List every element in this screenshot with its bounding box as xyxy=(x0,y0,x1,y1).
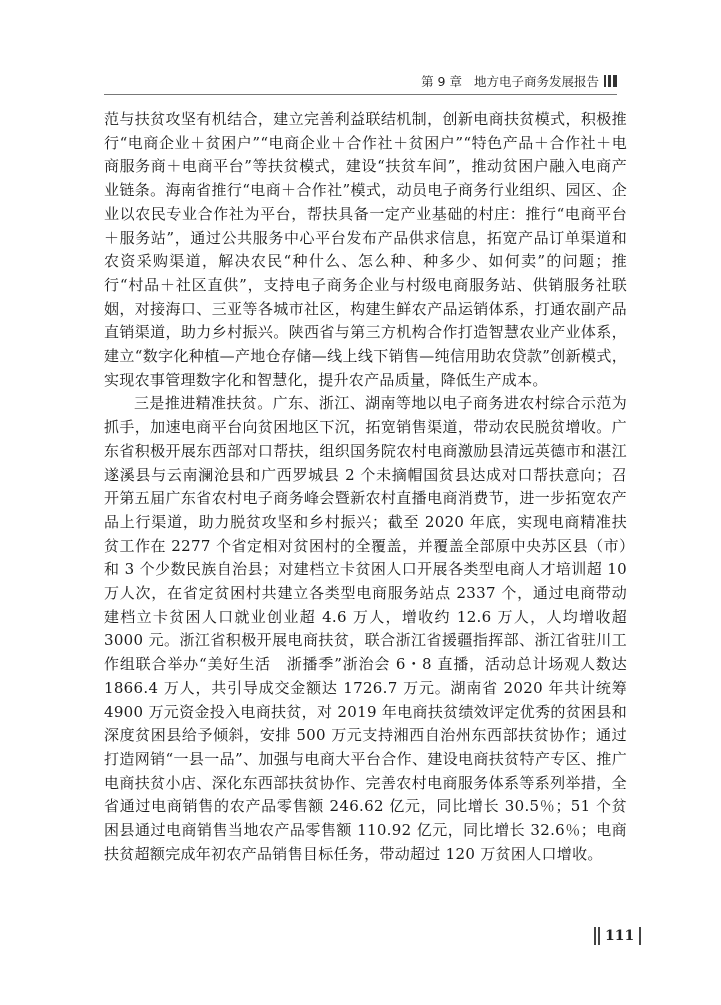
chapter-label: 第 9 章 xyxy=(421,74,462,89)
header-decoration-bars xyxy=(604,75,617,87)
page-number: 111 xyxy=(605,928,635,944)
footer-decoration-bars-right xyxy=(639,927,641,945)
running-header xyxy=(421,71,617,91)
page-footer xyxy=(594,925,641,947)
chapter-title: 地方电子商务发展报告 xyxy=(473,74,599,89)
header-rule xyxy=(104,94,617,95)
page-body xyxy=(104,108,627,867)
footer-decoration-bars-left xyxy=(594,927,600,945)
body-paragraph: 三是推进精准扶贫。广东、浙江、湖南等地以电子商务进农村综合示范为抓手，加速电商平台向贫困地区下沉，拓宽销售渠道，带动农民脱贫增收。广东省积极开展东西部对口帮扶，组织国务院农村电商激励县清远英德市和湛江遂溪县与云南澜沧县和广西罗城县 2 个未摘帽国贫县达成对口帮扶意向；召开第五届广东省农村电子商务峰会暨新农村直播电商消费节，进一步拓宽农产品上行渠道，助力脱贫攻坚和乡村振兴；截至 2020 年底，实现电商精准扶贫工作在 2277 个省定相对贫困村的全覆盖，并覆盖全部原中央苏区县（市）和 3 个少数民族自治县；对建档立卡贫困人口开展各类型电商人才培训超 10 万人次，在省定贫困村共建立各类型电商服务站点 2337 个，通过电商带动建档立卡贫困人口就业创业超 4.6 万人，增收约 12.6 万人，人均增收超 3000 元。浙江省积极开展电商扶贫，联合浙江省援疆指挥部、浙江省驻川工作组联合举办“美好生活 浙播季”浙治会 6・8 直播，活动总计场观人数达 1866.4 万人，共引导成交金额达 1726.7 万元。湖南省 2020 年共计统筹 4900 万元资金投入电商扶贫，对 2019 年电商扶贫绩效评定优秀的贫困县和深度贫困县给予倾斜，安排 500 万元支持湘西自治州东西部扶贫协作；通过打造网销“一县一品”、加强与电商大平台合作、建设电商扶贫特产专区、推广电商扶贫小店、深化东西部扶贫协作、完善农村电商服务体系等系列举措，全省通过电商销售的农产品零售额 246.62 亿元，同比增长 30.5％；51 个贫困县通过电商销售当地农产品零售额 110.92 亿元，同比增长 32.6％；电商扶贫超额完成年初农产品销售目标任务，带动超过 120 万贫困人口增收。 xyxy=(104,394,627,863)
body-paragraph-continued: 范与扶贫攻坚有机结合，建立完善利益联结机制，创新电商扶贫模式，积极推行“电商企业＋贫困户”“电商企业＋合作社＋贫困户”“特色产品＋合作社＋电商服务商＋电商平台”等扶贫模式，建设“扶贫车间”，推动贫困户融入电商产业链条。海南省推行“电商＋合作社”模式，动员电子商务行业组织、园区、企业以农民专业合作社为平台，帮扶具备一定产业基础的村庄：推行“电商平台＋服务站”，通过公共服务中心平台发布产品供求信息，拓宽产品订单渠道和农资采购渠道，解决农民“种什么、怎么种、种多少、如何卖”的问题；推行“村品＋社区直供”，支持电子商务企业与村级电商服务站、供销服务社联姻，对接海口、三亚等各城市社区，构建生鲜农产品运销体系，打通农副产品直销渠道，助力乡村振兴。陕西省与第三方机构合作打造智慧农业产业体系，建立“数字化种植—产地仓存储—线上线下销售—纯信用助农贷款”创新模式，实现农事管理数字化和智慧化，提升农产品质量，降低生产成本。 xyxy=(104,110,627,389)
